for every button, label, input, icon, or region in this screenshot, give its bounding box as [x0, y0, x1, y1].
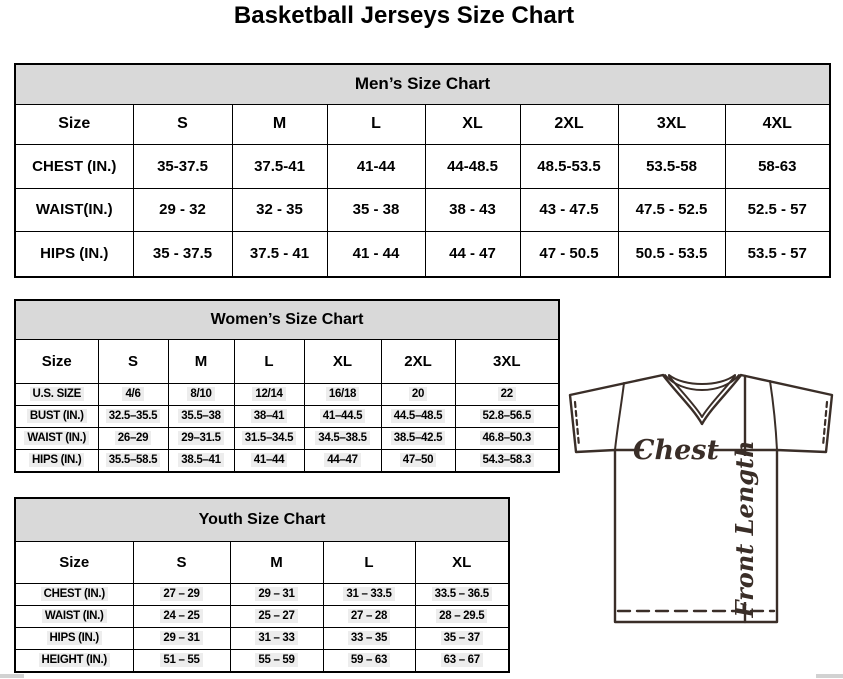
left-sleeve-seam: [615, 383, 624, 450]
youth-value-cell-text: 31 – 33: [255, 631, 297, 645]
youth-value-cell: [323, 627, 415, 649]
womens-size-table: [14, 299, 558, 473]
youth-row-1: [15, 605, 509, 627]
youth-value-cell-text: 33.5 – 36.5: [432, 587, 492, 601]
youth-value-cell-text: 35 – 37: [441, 631, 483, 645]
men-row-label: CHEST (IN.): [15, 144, 133, 188]
youth-value-cell: [133, 627, 230, 649]
women-value-cell-text: 44.5–48.5: [391, 409, 445, 423]
women-value-cell-text: 47–50: [400, 453, 436, 467]
men-size-col-2XL: 2XL: [520, 104, 618, 144]
men-value-cell: 44 - 47: [425, 231, 520, 277]
women-value-cell-text: 26–29: [115, 431, 151, 445]
youth-value-cell-text: 28 – 29.5: [436, 609, 487, 623]
men-value-cell: 35-37.5: [133, 144, 232, 188]
youth-value-cell-text: 31 – 33.5: [343, 587, 394, 601]
youth-value-cell-text: 51 – 55: [160, 653, 202, 667]
youth-value-cell-text: 63 – 67: [441, 653, 483, 667]
men-size-col-3XL: 3XL: [618, 104, 725, 144]
youth-value-cell-text: 24 – 25: [160, 609, 202, 623]
youth-value-cell-text: 29 – 31: [160, 631, 202, 645]
women-value-cell-text: 46.8–50.3: [480, 431, 534, 445]
youth-value-cell-text: 33 – 35: [348, 631, 390, 645]
men-row-2: [15, 231, 830, 277]
women-value-cell: [168, 449, 234, 472]
women-row-1: [15, 405, 559, 427]
women-table-title: Women’s Size Chart: [15, 300, 559, 339]
women-value-cell: [304, 449, 381, 472]
women-value-cell-text: 12/14: [252, 387, 285, 401]
women-value-cell-text: 34.5–38.5: [315, 431, 369, 445]
youth-value-cell-text: 55 – 59: [255, 653, 297, 667]
women-value-cell: [455, 405, 559, 427]
men-row-label: WAIST(IN.): [15, 188, 133, 231]
women-value-cell-text: 4/6: [122, 387, 143, 401]
youth-value-cell: [230, 583, 323, 605]
youth-size-col-XL: XL: [415, 541, 509, 583]
women-value-cell: [168, 427, 234, 449]
men-size-col-L: L: [327, 104, 425, 144]
women-value-cell: [98, 383, 168, 405]
women-value-cell: [381, 405, 455, 427]
men-table: [14, 63, 831, 278]
youth-row-label-text: HIPS (IN.): [47, 631, 102, 645]
youth-value-cell: [323, 605, 415, 627]
men-value-cell: 47.5 - 52.5: [618, 188, 725, 231]
horizontal-scrollbar-fragment-left[interactable]: [0, 674, 24, 678]
collar-back-arc-inner: [669, 375, 735, 384]
women-value-cell-text: 35.5–58.5: [106, 453, 160, 467]
women-value-cell-text: 44–47: [324, 453, 360, 467]
women-value-cell: [168, 405, 234, 427]
women-size-col-M: M: [168, 339, 234, 383]
women-value-cell-text: 8/10: [187, 387, 214, 401]
chest-label: Chest: [633, 435, 719, 466]
women-size-header: Size: [15, 339, 98, 383]
women-row-label: [15, 449, 98, 472]
mens-size-table: [14, 63, 829, 278]
women-value-cell: [381, 427, 455, 449]
women-value-cell-text: 54.3–58.3: [480, 453, 534, 467]
youth-value-cell: [415, 627, 509, 649]
youth-value-cell: [415, 605, 509, 627]
youth-row-2: [15, 627, 509, 649]
women-value-cell: [234, 427, 304, 449]
women-value-cell: [381, 449, 455, 472]
men-row-1: [15, 188, 830, 231]
youth-value-cell: [133, 583, 230, 605]
youth-value-cell-text: 59 – 63: [348, 653, 390, 667]
men-value-cell: 37.5 - 41: [232, 231, 327, 277]
youth-value-cell: [415, 583, 509, 605]
women-value-cell: [234, 449, 304, 472]
youth-row-0: [15, 583, 509, 605]
youth-row-label-text: WAIST (IN.): [42, 609, 107, 623]
youth-value-cell: [323, 583, 415, 605]
youth-value-cell: [230, 627, 323, 649]
youth-size-col-S: S: [133, 541, 230, 583]
youth-row-label: [15, 649, 133, 672]
right-sleeve-seam: [770, 381, 777, 450]
women-size-col-S: S: [98, 339, 168, 383]
jersey-measurement-diagram: [560, 362, 843, 662]
men-value-cell: 53.5-58: [618, 144, 725, 188]
men-value-cell: 50.5 - 53.5: [618, 231, 725, 277]
youth-value-cell-text: 27 – 29: [160, 587, 202, 601]
women-row-label: [15, 383, 98, 405]
women-value-cell: [98, 405, 168, 427]
women-row-3: [15, 449, 559, 472]
women-value-cell-text: 38–41: [251, 409, 287, 423]
women-value-cell-text: 38.5–42.5: [391, 431, 445, 445]
women-row-label: [15, 427, 98, 449]
women-row-label-text: HIPS (IN.): [29, 453, 84, 467]
youth-size-col-M: M: [230, 541, 323, 583]
women-row-label-text: WAIST (IN.): [24, 431, 89, 445]
women-value-cell-text: 16/18: [326, 387, 359, 401]
men-value-cell: 58-63: [725, 144, 830, 188]
youth-table: [14, 497, 510, 673]
youth-value-cell: [133, 649, 230, 672]
youth-value-cell: [230, 649, 323, 672]
youth-value-cell: [415, 649, 509, 672]
women-value-cell-text: 41–44.5: [320, 409, 365, 423]
horizontal-scrollbar-fragment-right[interactable]: [816, 674, 843, 678]
jersey-outline: [570, 375, 832, 622]
collar-back-arc-outer: [665, 375, 739, 390]
page-title: Basketball Jerseys Size Chart: [233, 2, 575, 29]
youth-value-cell: [230, 605, 323, 627]
women-row-label-text: U.S. SIZE: [30, 387, 84, 401]
men-value-cell: 43 - 47.5: [520, 188, 618, 231]
youth-size-col-L: L: [323, 541, 415, 583]
men-size-col-4XL: 4XL: [725, 104, 830, 144]
women-size-col-L: L: [234, 339, 304, 383]
women-value-cell: [381, 383, 455, 405]
men-value-cell: 29 - 32: [133, 188, 232, 231]
youth-row-label: [15, 627, 133, 649]
women-value-cell-text: 35.5–38: [178, 409, 223, 423]
men-value-cell: 48.5-53.5: [520, 144, 618, 188]
youth-size-header: Size: [15, 541, 133, 583]
women-value-cell: [455, 383, 559, 405]
women-table: [14, 299, 560, 473]
men-value-cell: 44-48.5: [425, 144, 520, 188]
youth-row-label-text: CHEST (IN.): [41, 587, 108, 601]
men-value-cell: 37.5-41: [232, 144, 327, 188]
youth-row-label: [15, 605, 133, 627]
women-row-label-text: BUST (IN.): [27, 409, 87, 423]
youth-row-label-text: HEIGHT (IN.): [39, 653, 110, 667]
women-value-cell: [98, 427, 168, 449]
men-value-cell: 41 - 44: [327, 231, 425, 277]
men-value-cell: 47 - 50.5: [520, 231, 618, 277]
women-value-cell: [304, 427, 381, 449]
women-value-cell: [304, 405, 381, 427]
women-value-cell-text: 32.5–35.5: [106, 409, 160, 423]
women-value-cell: [455, 449, 559, 472]
women-value-cell-text: 31.5–34.5: [242, 431, 296, 445]
women-value-cell-text: 20: [409, 387, 427, 401]
men-value-cell: 32 - 35: [232, 188, 327, 231]
women-value-cell-text: 41–44: [251, 453, 287, 467]
youth-value-cell-text: 29 – 31: [255, 587, 297, 601]
youth-value-cell: [323, 649, 415, 672]
men-value-cell: 52.5 - 57: [725, 188, 830, 231]
youth-value-cell-text: 25 – 27: [255, 609, 297, 623]
women-value-cell-text: 38.5–41: [178, 453, 223, 467]
women-row-2: [15, 427, 559, 449]
men-value-cell: 35 - 37.5: [133, 231, 232, 277]
women-value-cell: [98, 449, 168, 472]
women-value-cell-text: 52.8–56.5: [480, 409, 534, 423]
women-row-0: [15, 383, 559, 405]
women-row-label: [15, 405, 98, 427]
women-value-cell: [168, 383, 234, 405]
collar-inner-line: [669, 376, 735, 417]
youth-table-title: Youth Size Chart: [15, 498, 509, 541]
youth-size-table: [14, 497, 508, 673]
youth-row-3: [15, 649, 509, 672]
men-value-cell: 35 - 38: [327, 188, 425, 231]
men-value-cell: 41-44: [327, 144, 425, 188]
women-value-cell: [304, 383, 381, 405]
women-value-cell: [455, 427, 559, 449]
men-size-col-XL: XL: [425, 104, 520, 144]
women-value-cell-text: 22: [498, 387, 516, 401]
women-value-cell-text: 29–31.5: [178, 431, 223, 445]
women-value-cell: [234, 383, 304, 405]
men-value-cell: 53.5 - 57: [725, 231, 830, 277]
men-value-cell: 38 - 43: [425, 188, 520, 231]
women-value-cell: [234, 405, 304, 427]
men-row-0: [15, 144, 830, 188]
women-size-col-2XL: 2XL: [381, 339, 455, 383]
youth-row-label: [15, 583, 133, 605]
youth-value-cell-text: 27 – 28: [348, 609, 390, 623]
women-size-col-XL: XL: [304, 339, 381, 383]
men-size-header: Size: [15, 104, 133, 144]
men-size-col-S: S: [133, 104, 232, 144]
men-row-label: HIPS (IN.): [15, 231, 133, 277]
women-size-col-3XL: 3XL: [455, 339, 559, 383]
youth-value-cell: [133, 605, 230, 627]
front-length-label: Front Length: [730, 440, 759, 618]
men-size-col-M: M: [232, 104, 327, 144]
men-table-title: Men’s Size Chart: [15, 64, 830, 104]
